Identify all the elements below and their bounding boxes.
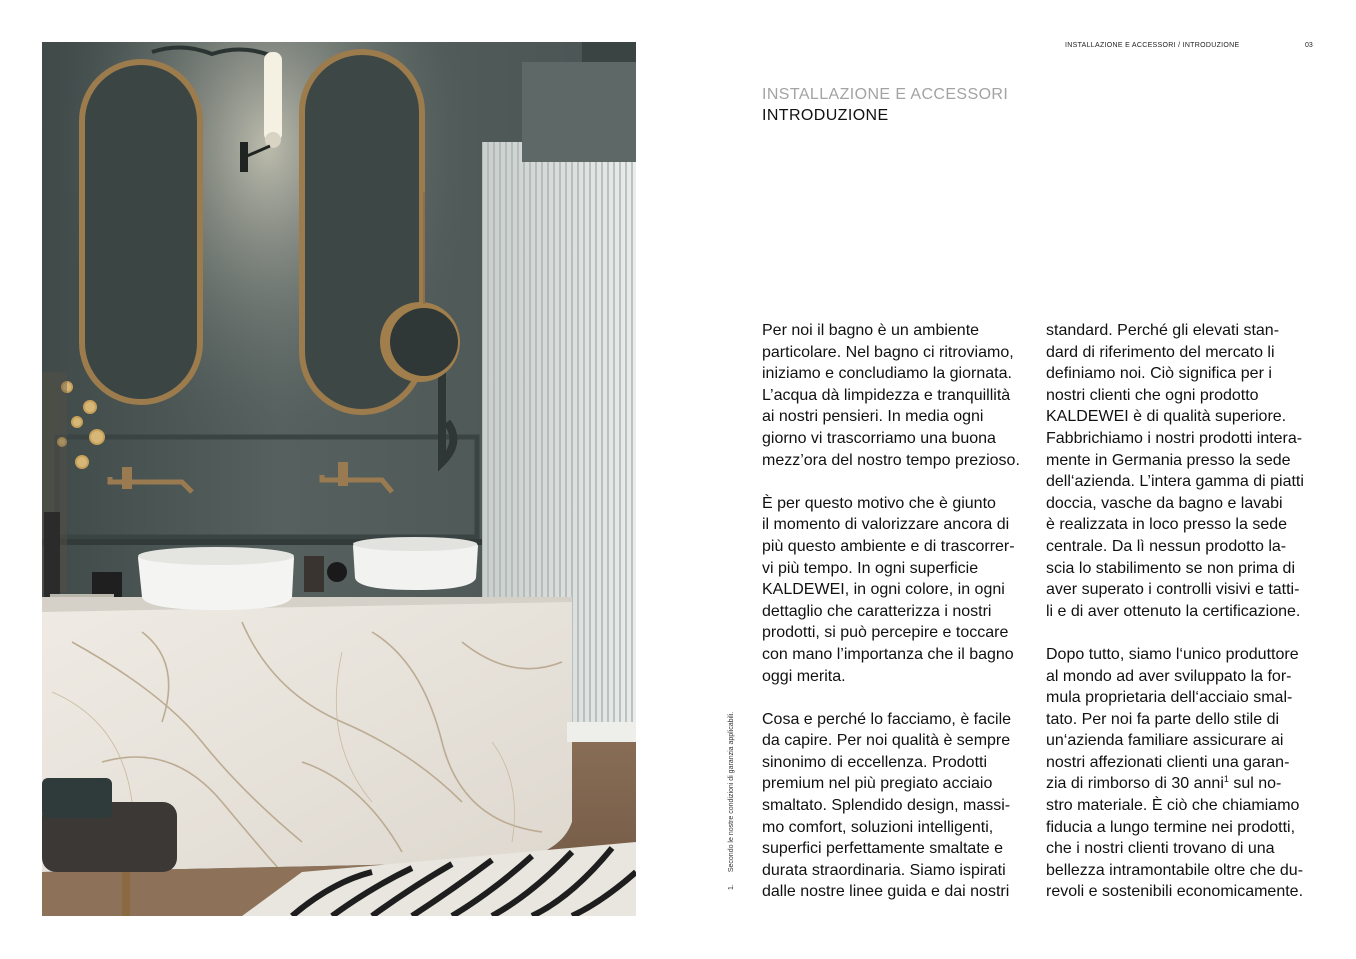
text-line: Fabbrichiamo i nostri prodotti intera- — [1046, 429, 1303, 447]
text-line: È per questo motivo che è giunto — [762, 494, 996, 512]
text-line: Dopo tutto, siamo l‘unico produttore — [1046, 645, 1299, 663]
paragraph — [762, 320, 1037, 471]
text-line: Cosa e perché lo facciamo, è facile — [762, 710, 1012, 728]
text-line: è realizzata in loco presso la sede — [1046, 516, 1288, 534]
text-line: sinonimo di eccellenza. Prodotti — [762, 753, 988, 771]
footnote — [728, 712, 735, 890]
text-line: giorno vi trascorriamo una buona — [762, 429, 996, 447]
text-line: oggi merita. — [762, 667, 846, 685]
text-line: prodotti, si può percepire e toccare — [762, 624, 1009, 642]
text-line: definiamo noi. Ciò significa per i — [1046, 365, 1272, 383]
text-line: tato. Per noi fa parte dello stile di — [1046, 710, 1280, 728]
text-column-left — [762, 320, 1037, 903]
text-line: revoli e sostenibili economicamente. — [1046, 883, 1304, 901]
text-line: Per noi il bagno è un ambiente — [762, 322, 980, 339]
text-line: fiducia a lungo termine nei prodotti, — [1046, 818, 1296, 836]
text-line: premium nel più pregiato acciaio — [762, 775, 993, 793]
text-line: mo comfort, soluzioni intelligenti, — [762, 818, 994, 836]
running-head: INSTALLAZIONE E ACCESSORI / INTRODUZIONE — [1065, 42, 1240, 49]
text-line: L’acqua dà limpidezza e tranquillità — [762, 386, 1011, 404]
text-line: smaltato. Splendido design, massi- — [762, 797, 1011, 815]
title-block — [762, 84, 1008, 126]
text-line: dalle nostre linee guida e dai nostri — [762, 883, 1010, 901]
text-line: mula proprietaria dell‘acciaio smal- — [1046, 689, 1293, 707]
footnote-text: Secondo le nostre condizioni di garanzia applicabili. — [728, 711, 735, 873]
paragraph — [1046, 320, 1318, 622]
text-line: iniziamo e concludiamo la giornata. — [762, 365, 1012, 383]
text-line: ai nostri pensieri. In media ogni — [762, 408, 984, 426]
text-line: doccia, vasche da bagno e lavabi — [1046, 494, 1283, 512]
text-line: li e di aver ottenuto la certificazione. — [1046, 602, 1301, 620]
text-line: KALDEWEI, in ogni colore, in ogni — [762, 581, 1005, 599]
text-line: standard. Perché gli elevati stan- — [1046, 322, 1280, 339]
text-line: vi più tempo. In ogni superficie — [762, 559, 979, 577]
paragraph — [1046, 644, 1318, 903]
text-line: centrale. Da lì nessun prodotto la- — [1046, 537, 1287, 555]
guarantee-line — [1046, 773, 1318, 795]
text-line: dell‘azienda. L’intera gamma di piatti — [1046, 473, 1304, 491]
text-line: il momento di valorizzare ancora di — [762, 516, 1010, 534]
paragraph — [762, 493, 1037, 687]
page-number: 03 — [1305, 42, 1313, 49]
text-line: stro materiale. È ciò che chiamiamo — [1046, 797, 1300, 815]
text-line: KALDEWEI è di qualità superiore. — [1046, 408, 1287, 426]
text-line: durata straordinaria. Siamo ispirati — [762, 861, 1006, 879]
bathroom-photo — [42, 42, 636, 916]
text-line: nostri clienti che ogni prodotto — [1046, 386, 1259, 404]
text-line: superfici perfettamente smaltate e — [762, 840, 1004, 858]
text-line: mezz’ora del nostro tempo prezioso. — [762, 451, 1020, 469]
text-line: nostri affezionati clienti una garan- — [1046, 753, 1290, 771]
text-line: scia lo stabilimento se non prima di — [1046, 559, 1296, 577]
footnote-marker: 1 — [1223, 774, 1229, 785]
text-line: aver superato i controlli visivi e tatti- — [1046, 581, 1300, 599]
guarantee-text-end: sul no- — [1228, 775, 1282, 793]
footnote-number: 1. — [728, 884, 735, 890]
text-line: con mano l’importanza che il bagno — [762, 645, 1014, 663]
text-line: più questo ambiente e di trascorrer- — [762, 537, 1015, 555]
guarantee-text: zia di rimborso di 30 anni — [1046, 775, 1224, 793]
text-line: al mondo ad aver sviluppato la for- — [1046, 667, 1292, 685]
bathroom-photo-icon — [42, 42, 636, 916]
text-line: bellezza intramontabile oltre che du- — [1046, 861, 1304, 879]
text-line: un‘azienda familiare assicurare ai — [1046, 732, 1284, 750]
paragraph — [762, 709, 1037, 903]
page-title: INTRODUZIONE — [762, 107, 889, 124]
text-line: dard di riferimento del mercato li — [1046, 343, 1275, 361]
text-line: particolare. Nel bagno ci ritroviamo, — [762, 343, 1014, 361]
text-line: mente in Germania presso la sede — [1046, 451, 1291, 469]
text-column-right — [1046, 320, 1318, 903]
text-line: che i nostri clienti trovano di una — [1046, 840, 1275, 858]
text-line: dettaglio che caratterizza i nostri — [762, 602, 992, 620]
text-line: da capire. Per noi qualità è sempre — [762, 732, 1011, 750]
section-label: INSTALLAZIONE E ACCESSORI — [762, 86, 1009, 103]
